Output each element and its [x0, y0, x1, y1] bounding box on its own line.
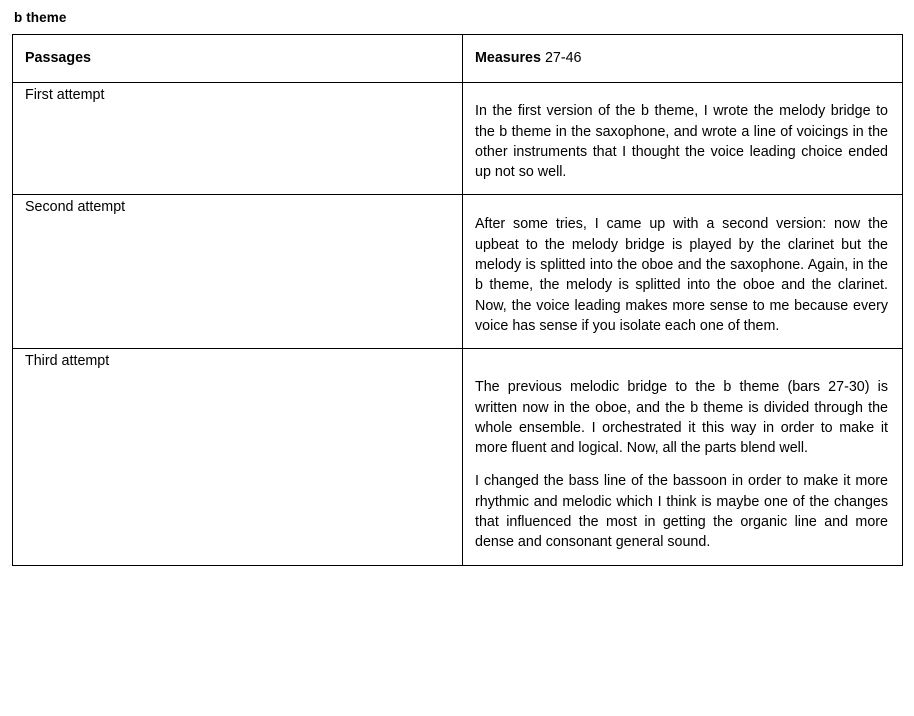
paragraph: After some tries, I came up with a second version: now the upbeat to the melody bridge is played by the clarinet but the melody is splitted into the oboe and the saxophone. Again, in the b theme, the melody is splitted into the oboe and the clarinet. Now, the voice leading makes more sense to me because every voice has sense if you isolate each one of them. — [475, 216, 888, 334]
page-title: b theme — [14, 10, 67, 25]
passage-label-second: Second attempt — [13, 195, 463, 349]
column-header-passages: Passages — [13, 35, 463, 83]
table-row — [13, 83, 903, 195]
table-row — [13, 195, 903, 349]
passage-description-third — [463, 349, 903, 565]
paragraph: The previous melodic bridge to the b theme (bars 27-30) is written now in the oboe, and the b theme is divided through the whole ensemble. I orchestrated it this way in order to make it more fluent and logical. Now, all the parts blend well. — [475, 379, 888, 457]
passage-label-first: First attempt — [13, 83, 463, 195]
column-header-measures — [463, 35, 903, 83]
measures-label: Measures — [475, 50, 541, 66]
passage-label-third: Third attempt — [13, 349, 463, 565]
passage-description-first — [463, 83, 903, 195]
paragraph: In the first version of the b theme, I wrote the melody bridge to the b theme in the saxophone, and wrote a line of voicings in the other instruments that I thought the voice leading choice ended up not so well. — [475, 103, 888, 181]
passage-description-second — [463, 195, 903, 349]
paragraph: I changed the bass line of the bassoon in order to make it more rhythmic and melodic which I think is maybe one of the changes that influenced the most in getting the organic line and more dense and consonant general sound. — [475, 473, 888, 551]
measures-range: 27-46 — [540, 50, 582, 66]
passages-table — [12, 34, 903, 566]
table-header-row — [13, 35, 903, 83]
table-row — [13, 349, 903, 565]
